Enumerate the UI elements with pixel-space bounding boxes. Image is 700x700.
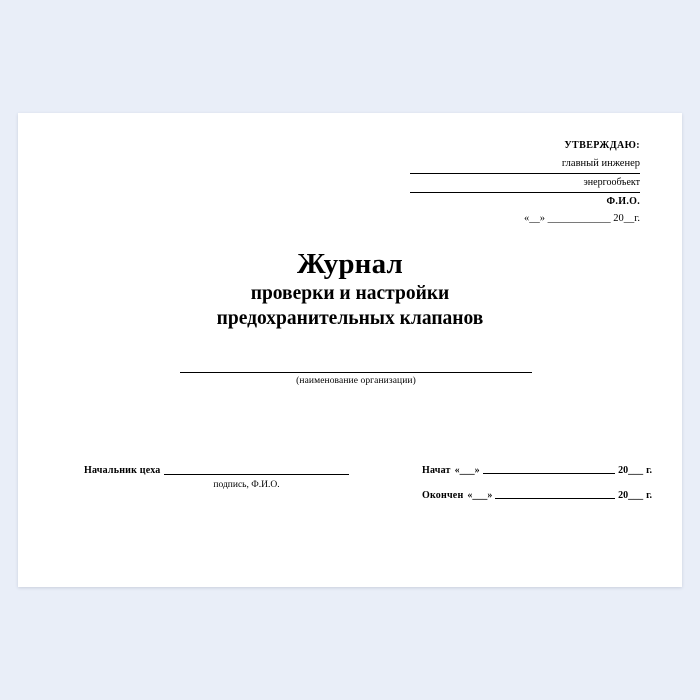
organization-block — [180, 371, 532, 386]
chief-fill-line — [164, 473, 349, 475]
approval-signature-line — [410, 172, 640, 174]
document-page — [18, 113, 682, 587]
date-started-label: Начат — [422, 465, 451, 476]
organization-fill-line — [180, 371, 532, 373]
date-started-fill-line — [483, 472, 615, 474]
title-line2: проверки и настройки — [250, 283, 450, 305]
organization-caption: (наименование организации) — [296, 376, 416, 386]
approval-object-label: энергообъект — [583, 177, 640, 188]
chief-label: Начальник цеха — [84, 465, 161, 476]
date-started-year: 20___ — [618, 465, 644, 476]
approval-block — [410, 140, 640, 224]
chief-block — [84, 465, 349, 490]
title-main: Журнал — [296, 248, 404, 280]
date-finished-quotes: «___» — [467, 490, 493, 501]
chief-row — [84, 465, 349, 477]
date-finished-suffix: г. — [646, 490, 652, 501]
date-row-finished — [422, 490, 652, 501]
approval-role: главный инженер — [561, 158, 640, 169]
chief-caption: подпись, Ф.И.О. — [213, 480, 280, 490]
title-line3: предохранительных клапанов — [216, 307, 484, 329]
date-started-suffix: г. — [646, 465, 652, 476]
date-finished-label: Окончен — [422, 490, 464, 501]
approval-heading: УТВЕРЖДАЮ: — [564, 140, 640, 151]
date-row-started — [422, 465, 652, 476]
approval-date-line: «__» ____________ 20__г. — [524, 213, 640, 224]
date-finished-year: 20___ — [618, 490, 644, 501]
date-finished-fill-line — [495, 497, 615, 499]
approval-object-line — [410, 191, 640, 193]
document-title — [18, 248, 682, 331]
approval-fio-label: Ф.И.О. — [606, 196, 640, 207]
dates-block — [422, 465, 652, 515]
date-started-quotes: «___» — [454, 465, 480, 476]
